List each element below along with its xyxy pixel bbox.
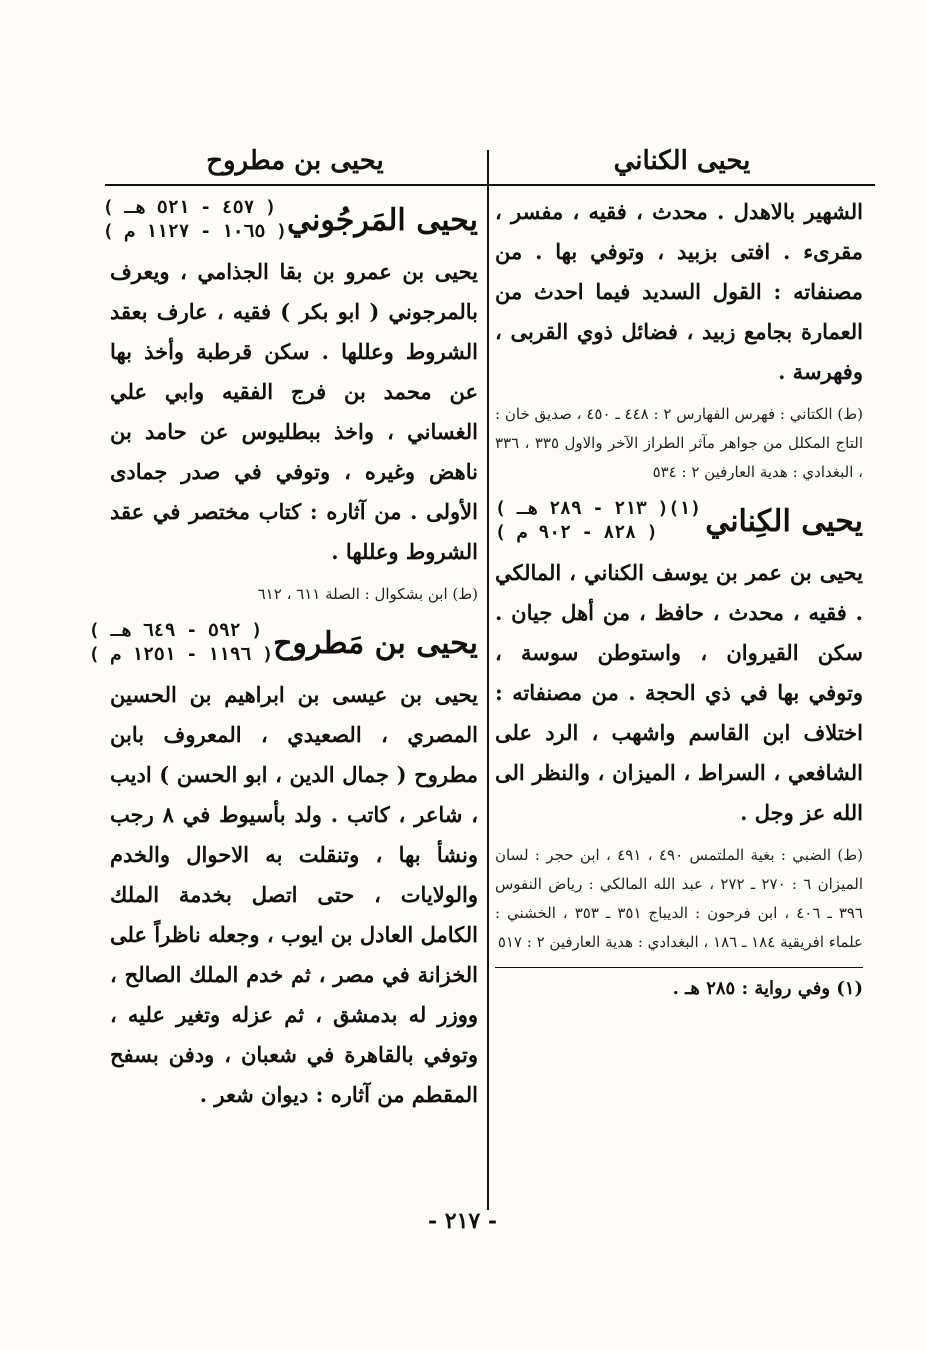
entry-body: يحيى بن عيسى بن ابراهيم بن الحسين المصري ، الصعيدي ، المعروف بابن مطروح ( جمال الدين ، ابو الحسن ) اديب ، شاعر ، كاتب . ولد بأسيوط في ٨ رجب ونشأ بها ، وتنقلت به الاحوال والخدم والولايات ، حتى اتصل بخدمة الملك الكامل العادل بن ايوب ، وجعله ناظراً على الخزانة في مصر ، ثم خدم الملك الصالح ، ووزر له بدمشق ، ثم عزله وتغير عليه ، وتوفي بالقاهرة في شعبان ، ودفن بسفح المقطم من آثاره : ديوان شعر . [110,682,478,1107]
entry-sources: (ط) ابن بشكوال : الصلة ٦١١ ، ٦١٢ [257,585,478,603]
column-divider [487,150,489,1210]
continued-entry-text: الشهير بالاهدل . محدث ، فقيه ، مفسر ، مقرىء . افتى بزبيد ، وتوفي بها . من مصنفاته : القول السديد فيما احدث من العمارة بجامع زبيد ، فضائل ذوي القربى ، وفهرسة . [495,199,863,384]
dates-gregorian: ( ٨٢٨ - ٩٠٢ م ) [495,522,658,543]
footnote: (١) وفي رواية : ٢٨٥ هـ . [672,978,863,999]
entry-sources: (ط) الضبي : بغية الملتمس ٤٩٠ ، ٤٩١ ، ابن حجر : لسان الميزان ٦ : ٢٧٠ ـ ٢٧٢ ، عبد الله المالكي : رياض النفوس ٣٩٦ ـ ٤٠٦ ، ابن فرحون : الديباج ٣٥١ ـ ٣٥٣ ، الخشني : علماء افريقية ١٨٤ ـ ١٨٦ ، البغدادي : هدية العارفين ٢ : ٥١٧ [495,846,864,951]
entry-heading [495,497,863,545]
entry-dates [495,497,701,545]
footnote-rule [495,967,863,968]
entry-heading [102,196,478,244]
entry-name: يحيى بن مَطروح [273,625,478,661]
running-header-right: يحيى الكناني [613,146,751,176]
entry-body: يحيى بن عمرو بن بقا الجذامي ، ويعرف بالمرجوني ( ابو بكر ) فقيه ، عارف بعقد الشروط وعللها . سكن قرطبة وأخذ بها عن محمد بن فرج الفقيه وابي علي الغساني ، واخذ ببطليوس عن حامد بن ناهض وغيره ، وتوفي في صدر جمادى الأولى . من آثاره : كتاب مختصر في عقد الشروط وعللها . [110,259,478,564]
entry-body: يحيى بن عمر بن يوسف الكناني ، المالكي . فقيه ، محدث ، حافظ ، من أهل جيان . سكن القيروان ، واستوطن سوسة ، وتوفي بها في ذي الحجة . من مصنفاته : اختلاف ابن القاسم واشهب ، الرد على الشافعي ، السراط ، الميزان ، والنظر الى الله عز وجل . [495,560,863,825]
dates-hijri: ( ٥٩٢ - ٦٤٩ هـ ) [88,620,263,641]
left-column [88,192,478,1115]
dates-gregorian: ( ١٠٦٥ - ١١٢٧ م ) [102,221,287,242]
dates-hijri: ( ٢١٣ - ٢٨٩ هـ )(١) [495,498,701,519]
header-rule [105,184,875,186]
entry-heading [88,619,478,667]
dates-gregorian: ( ١١٩٦ - ١٢٥١ م ) [88,644,274,665]
entry-name: يحيى الكِناني [705,503,863,539]
continued-entry-sources: (ط) الكتاني : فهرس الفهارس ٢ : ٤٤٨ ـ ٤٥٠ ، صديق خان : التاج المكلل من جواهر مآثر الطراز الآخر والاول ٣٣٥ ، ٣٣٦ ، البغدادي : هدية العارفين ٢ : ٥٣٤ [495,405,863,481]
entry-name: يحيى المَرجُوني [287,202,478,238]
entry-dates [103,196,287,244]
dates-hijri: ( ٤٥٧ - ٥٢١ هـ ) [102,197,277,218]
right-column [495,192,863,1004]
page-number: - ٢١٧ - [427,1208,498,1234]
entry-dates [89,619,273,667]
running-header-left: يحيى بن مطروح [206,146,384,176]
